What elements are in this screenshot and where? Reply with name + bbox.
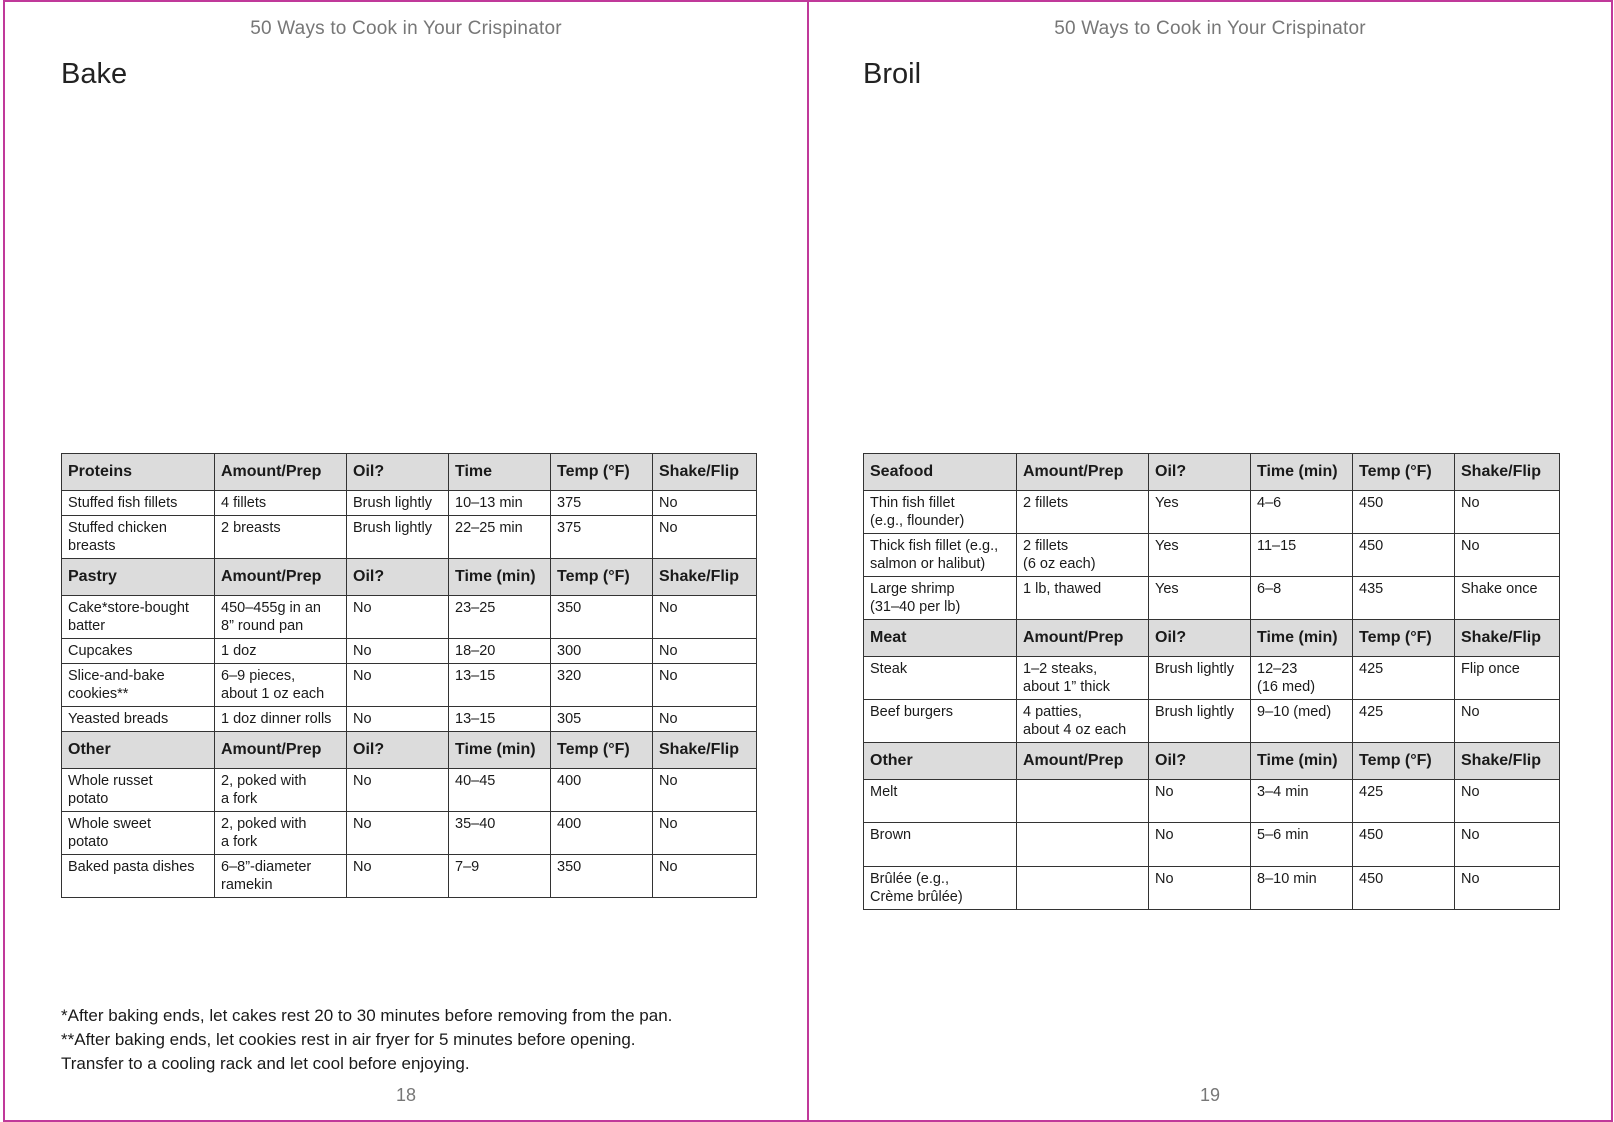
column-header: Amount/Prep [1017, 454, 1149, 491]
bake-table [61, 453, 757, 898]
column-header: Shake/Flip [653, 559, 757, 596]
table-row [62, 855, 757, 898]
footnotes [61, 1004, 781, 1076]
table-cell: Cake*store-bought batter [62, 596, 215, 639]
column-header: Amount/Prep [215, 732, 347, 769]
right-page [807, 0, 1613, 1122]
table-cell: No [1455, 780, 1560, 823]
column-header: Oil? [1149, 620, 1251, 657]
table-cell: 450 [1353, 534, 1455, 577]
table-cell: 2 fillets (6 oz each) [1017, 534, 1149, 577]
table-cell: 450 [1353, 823, 1455, 867]
column-header: Temp (°F) [1353, 620, 1455, 657]
table-cell: 9–10 (med) [1251, 700, 1353, 743]
table-cell: No [653, 491, 757, 516]
table-cell: Cupcakes [62, 639, 215, 664]
column-header: Other [864, 743, 1017, 780]
table-cell: 13–15 [449, 707, 551, 732]
column-header: Pastry [62, 559, 215, 596]
column-header: Temp (°F) [1353, 454, 1455, 491]
table-cell: Brush lightly [1149, 700, 1251, 743]
table-cell: 1–2 steaks, about 1” thick [1017, 657, 1149, 700]
table-cell: Brush lightly [347, 516, 449, 559]
table-cell: 18–20 [449, 639, 551, 664]
table-cell: 435 [1353, 577, 1455, 620]
table-section-header [62, 559, 757, 596]
column-header: Shake/Flip [653, 732, 757, 769]
table-cell: Melt [864, 780, 1017, 823]
table-section-header [864, 743, 1560, 780]
table-cell: Thin fish fillet (e.g., flounder) [864, 491, 1017, 534]
table-cell: No [347, 707, 449, 732]
table-cell: 1 doz [215, 639, 347, 664]
table-row [62, 664, 757, 707]
column-header: Meat [864, 620, 1017, 657]
table-cell: 2 fillets [1017, 491, 1149, 534]
table-cell: 425 [1353, 700, 1455, 743]
table-cell: 350 [551, 596, 653, 639]
column-header: Oil? [1149, 454, 1251, 491]
table-row [864, 823, 1560, 867]
table-cell: No [653, 639, 757, 664]
table-cell: No [1149, 780, 1251, 823]
table-cell: Whole russet potato [62, 769, 215, 812]
table-cell: Brûlée (e.g., Crème brûlée) [864, 867, 1017, 910]
column-header: Time (min) [1251, 620, 1353, 657]
column-header: Shake/Flip [1455, 454, 1560, 491]
table-cell: 320 [551, 664, 653, 707]
table-row [864, 657, 1560, 700]
column-header: Shake/Flip [1455, 620, 1560, 657]
column-header: Temp (°F) [551, 732, 653, 769]
table-row [864, 534, 1560, 577]
table-cell: No [347, 596, 449, 639]
table-cell: No [653, 707, 757, 732]
table-cell: 5–6 min [1251, 823, 1353, 867]
section-title-broil: Broil [863, 58, 922, 90]
table-cell: No [653, 769, 757, 812]
table-section-header [864, 620, 1560, 657]
footnote: *After baking ends, let cakes rest 20 to 30 minutes before removing from the pan. [61, 1006, 673, 1025]
table-cell: Steak [864, 657, 1017, 700]
table-cell: 400 [551, 769, 653, 812]
table-cell: 1 lb, thawed [1017, 577, 1149, 620]
table-cell: 375 [551, 516, 653, 559]
column-header: Seafood [864, 454, 1017, 491]
table-cell: 4 fillets [215, 491, 347, 516]
column-header: Time (min) [1251, 743, 1353, 780]
page-number: 19 [1199, 1085, 1221, 1105]
table-cell: 23–25 [449, 596, 551, 639]
column-header: Amount/Prep [1017, 620, 1149, 657]
table-row [62, 516, 757, 559]
column-header: Temp (°F) [551, 559, 653, 596]
table-cell: No [1455, 867, 1560, 910]
table-cell: Brown [864, 823, 1017, 867]
table-cell: 4–6 [1251, 491, 1353, 534]
table-cell: 305 [551, 707, 653, 732]
table-cell: Stuffed chicken breasts [62, 516, 215, 559]
table-cell [1017, 823, 1149, 867]
table-row [864, 700, 1560, 743]
column-header: Oil? [347, 732, 449, 769]
table-cell: Shake once [1455, 577, 1560, 620]
table-cell: 6–8 [1251, 577, 1353, 620]
table-cell: Yes [1149, 577, 1251, 620]
table-cell: 35–40 [449, 812, 551, 855]
broil-table [863, 453, 1560, 910]
table-section-header [62, 732, 757, 769]
table-cell: Whole sweet potato [62, 812, 215, 855]
table-cell: 450 [1353, 491, 1455, 534]
table-cell: Thick fish fillet (e.g., salmon or halibut) [864, 534, 1017, 577]
table-cell: No [347, 855, 449, 898]
table-cell: No [1455, 534, 1560, 577]
table-cell: 13–15 [449, 664, 551, 707]
table-cell: Slice-and-bake cookies** [62, 664, 215, 707]
table-cell: No [1149, 867, 1251, 910]
table-row [864, 867, 1560, 910]
table-cell: No [653, 812, 757, 855]
table-cell: 22–25 min [449, 516, 551, 559]
table-row [62, 707, 757, 732]
table-cell: No [653, 664, 757, 707]
table-row [864, 577, 1560, 620]
left-page [3, 0, 809, 1122]
column-header: Shake/Flip [653, 454, 757, 491]
section-title-bake: Bake [61, 58, 128, 90]
table-cell [1017, 867, 1149, 910]
table-cell: 11–15 [1251, 534, 1353, 577]
table-cell: No [347, 812, 449, 855]
table-cell: Yes [1149, 534, 1251, 577]
table-cell: No [1455, 700, 1560, 743]
table-cell: No [1455, 491, 1560, 534]
table-cell: Flip once [1455, 657, 1560, 700]
table-cell: No [653, 516, 757, 559]
table-cell: 1 doz dinner rolls [215, 707, 347, 732]
table-cell: No [347, 664, 449, 707]
column-header: Proteins [62, 454, 215, 491]
running-head: 50 Ways to Cook in Your Crispinator [1054, 18, 1366, 39]
table-row [62, 639, 757, 664]
table-cell: Yeasted breads [62, 707, 215, 732]
table-cell: No [347, 769, 449, 812]
column-header: Shake/Flip [1455, 743, 1560, 780]
table-cell: No [653, 855, 757, 898]
table-cell: 8–10 min [1251, 867, 1353, 910]
table-cell: Beef burgers [864, 700, 1017, 743]
table-cell: 2, poked with a fork [215, 769, 347, 812]
running-head: 50 Ways to Cook in Your Crispinator [250, 18, 562, 39]
table-cell: 6–8”-diameter ramekin [215, 855, 347, 898]
column-header: Temp (°F) [1353, 743, 1455, 780]
table-cell: 450 [1353, 867, 1455, 910]
table-cell: 2 breasts [215, 516, 347, 559]
column-header: Oil? [347, 559, 449, 596]
table-cell: Stuffed fish fillets [62, 491, 215, 516]
table-cell: Large shrimp (31–40 per lb) [864, 577, 1017, 620]
column-header: Oil? [1149, 743, 1251, 780]
table-cell: 375 [551, 491, 653, 516]
column-header: Time [449, 454, 551, 491]
column-header: Other [62, 732, 215, 769]
table-row [864, 491, 1560, 534]
table-section-header [864, 454, 1560, 491]
table-row [62, 596, 757, 639]
table-cell: Brush lightly [1149, 657, 1251, 700]
table-row [864, 780, 1560, 823]
table-cell: 4 patties, about 4 oz each [1017, 700, 1149, 743]
table-cell: 2, poked with a fork [215, 812, 347, 855]
column-header: Amount/Prep [215, 559, 347, 596]
column-header: Time (min) [449, 732, 551, 769]
table-cell: 40–45 [449, 769, 551, 812]
table-cell: 300 [551, 639, 653, 664]
table-cell: 425 [1353, 780, 1455, 823]
table-row [62, 812, 757, 855]
footnote: **After baking ends, let cookies rest in air fryer for 5 minutes before opening. [61, 1030, 636, 1049]
table-row [62, 769, 757, 812]
footnote: Transfer to a cooling rack and let cool before enjoying. [61, 1054, 470, 1073]
table-cell: 450–455g in an 8” round pan [215, 596, 347, 639]
table-cell: 350 [551, 855, 653, 898]
table-section-header [62, 454, 757, 491]
table-cell: No [653, 596, 757, 639]
page-number: 18 [395, 1085, 417, 1105]
table-cell: Yes [1149, 491, 1251, 534]
table-cell: No [1149, 823, 1251, 867]
table-cell: 400 [551, 812, 653, 855]
table-row [62, 491, 757, 516]
table-cell [1017, 780, 1149, 823]
column-header: Amount/Prep [1017, 743, 1149, 780]
column-header: Time (min) [1251, 454, 1353, 491]
table-cell: 3–4 min [1251, 780, 1353, 823]
table-cell: Baked pasta dishes [62, 855, 215, 898]
table-cell: 7–9 [449, 855, 551, 898]
table-cell: 425 [1353, 657, 1455, 700]
column-header: Time (min) [449, 559, 551, 596]
table-cell: No [1455, 823, 1560, 867]
column-header: Temp (°F) [551, 454, 653, 491]
table-cell: Brush lightly [347, 491, 449, 516]
table-cell: No [347, 639, 449, 664]
column-header: Amount/Prep [215, 454, 347, 491]
table-cell: 10–13 min [449, 491, 551, 516]
table-cell: 6–9 pieces, about 1 oz each [215, 664, 347, 707]
column-header: Oil? [347, 454, 449, 491]
table-cell: 12–23 (16 med) [1251, 657, 1353, 700]
